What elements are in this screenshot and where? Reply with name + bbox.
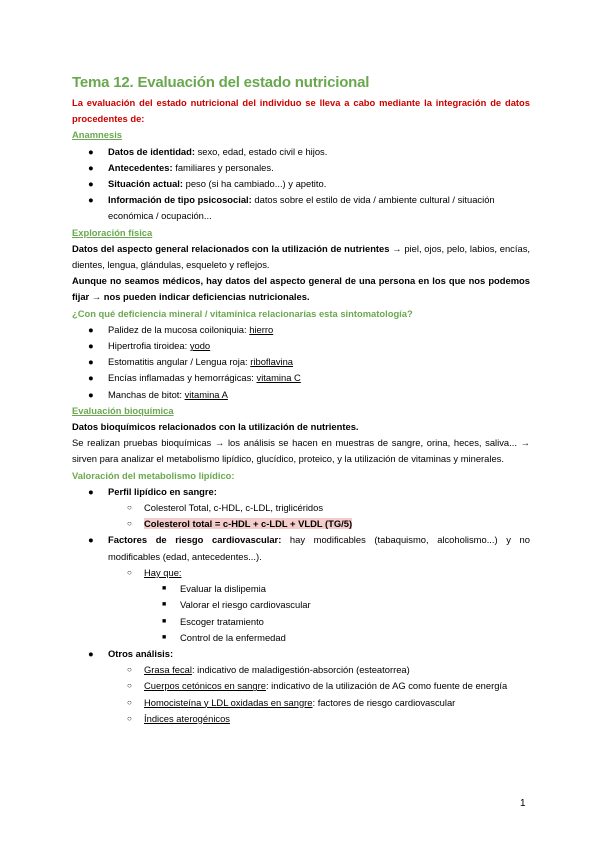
item-label: Perfil lipídico en sangre: (108, 485, 217, 497)
item-label: Situación actual: (108, 178, 184, 190)
exploracion-paragraph-1 (72, 241, 530, 273)
list-item (72, 370, 530, 386)
section-heading-bioquimica: Evaluación bioquímica (72, 404, 174, 416)
list-item (72, 532, 530, 564)
list-item (72, 516, 530, 532)
item-text: datos sobre el estilo de vida / ambiente cultural / situación económica / ocupación... (108, 194, 495, 222)
exploracion-question: ¿Con qué deficiencia mineral / vitamínica relacionarías esta sintomatología? (72, 307, 413, 319)
square-bullet-icon: ■ (162, 633, 167, 641)
list-item (72, 338, 530, 354)
list-item (72, 192, 530, 224)
item-text: Control de la enfermedad (180, 631, 286, 643)
circle-bullet-icon: ○ (127, 681, 132, 691)
bullet-icon: ● (88, 145, 94, 157)
list-item (72, 387, 530, 403)
circle-bullet-icon: ○ (127, 665, 132, 675)
section-heading-exploracion: Exploración física (72, 226, 153, 238)
exploracion-paragraph-2: Aunque no seamos médicos, hay datos del aspecto general de una persona en los que nos podemos fijar → nos pueden indicar deficiencias nutricionales. (72, 275, 530, 303)
item-text: Manchas de bitot: (108, 388, 185, 400)
item-text: Hay que: (144, 566, 182, 578)
item-label: Homocisteína y LDL oxidadas en sangre (144, 696, 313, 708)
list-item (72, 500, 530, 516)
item-text: Palidez de la mucosa coiloniquia: (108, 323, 250, 335)
list-item (72, 695, 530, 711)
item-text: sexo, edad, estado civil e hijos. (194, 145, 328, 157)
circle-bullet-icon: ○ (127, 713, 132, 723)
page-title: Tema 12. Evaluación del estado nutricional (72, 74, 370, 91)
circle-bullet-icon: ○ (127, 519, 132, 529)
circle-bullet-icon: ○ (127, 567, 132, 577)
bullet-icon: ● (88, 388, 94, 400)
list-item (72, 581, 530, 597)
item-text: Hipertrofia tiroidea: (108, 340, 190, 352)
item-answer: yodo (189, 340, 211, 352)
item-answer: riboflavina (250, 356, 294, 368)
bioquimica-paragraph-2: Se realizan pruebas bioquímicas → los análisis se hacen en muestras de sangre, orina, heces, saliva... → sirven para analizar el metabolismo lipídico, glucídico, proteico, y la utilización de vitaminas y minerales. (72, 437, 530, 465)
bioquimica-paragraph-1: Datos bioquímicos relacionados con la utilización de nutrientes. (72, 421, 359, 433)
bullet-icon: ● (88, 356, 94, 368)
item-text: Valorar el riesgo cardiovascular (180, 599, 311, 611)
item-label: Otros análisis: (108, 647, 174, 659)
item-answer: vitamina A (184, 388, 228, 400)
lipid-list (72, 484, 530, 727)
list-item (72, 614, 530, 630)
bullet-icon: ● (88, 485, 94, 497)
page-number: 1 (520, 798, 526, 809)
bold-text: Datos del aspecto general relacionados con la utilización de nutrientes (72, 242, 390, 254)
circle-bullet-icon: ○ (127, 697, 132, 707)
item-text: : factores de riesgo cardiovascular (312, 696, 456, 708)
item-answer: vitamina C (256, 372, 301, 384)
list-item (72, 484, 530, 500)
item-label: Cuerpos cetónicos en sangre (144, 680, 266, 692)
bullet-icon: ● (88, 323, 94, 335)
document-page (72, 74, 530, 727)
item-text: : indicativo de maladigestión-absorción (esteatorrea) (191, 664, 410, 676)
item-text: Colesterol Total, c-HDL, c-LDL, triglicéridos (144, 502, 324, 514)
bullet-icon: ● (88, 178, 94, 190)
item-text: : indicativo de la utilización de AG como fuente de energía (265, 680, 508, 692)
item-text: familiares y personales. (172, 161, 274, 173)
bullet-icon: ● (88, 161, 94, 173)
item-answer: hierro (249, 323, 274, 335)
item-text: Estomatitis angular / Lengua roja: (108, 356, 251, 368)
list-item (72, 711, 530, 727)
bullet-icon: ● (88, 194, 94, 206)
item-text: Escoger tratamiento (180, 615, 264, 627)
list-item (72, 565, 530, 581)
item-text: peso (si ha cambiado...) y apetito. (183, 178, 327, 190)
item-label: Grasa fecal (144, 664, 192, 676)
deficiency-list (72, 322, 530, 403)
list-item (72, 678, 530, 694)
anamnesis-list (72, 144, 530, 225)
section-heading-anamnesis: Anamnesis (72, 129, 123, 141)
circle-bullet-icon: ○ (127, 503, 132, 513)
bullet-icon: ● (88, 372, 94, 384)
list-item (72, 144, 530, 160)
list-item (72, 322, 530, 338)
item-label: Información de tipo psicosocial: (108, 194, 252, 206)
highlighted-formula: Colesterol total = c-HDL + c-LDL + VLDL (TG/5) (144, 518, 353, 530)
item-label: Factores de riesgo cardiovascular: (108, 534, 282, 546)
bullet-icon: ● (88, 647, 94, 659)
item-label: Antecedentes: (108, 161, 173, 173)
bullet-icon: ● (88, 340, 94, 352)
item-text: Evaluar la dislipemia (180, 583, 266, 595)
intro-text: La evaluación del estado nutricional del individuo se lleva a cabo mediante la integración de datos procedentes de: (72, 97, 530, 125)
list-item (72, 354, 530, 370)
square-bullet-icon: ■ (162, 601, 167, 609)
plain-text: → piel, ojos, pelo, labios, encías, dientes, lengua, glándulas, esqueleto y reflejos. (72, 242, 530, 271)
list-item (72, 176, 530, 192)
list-item (72, 160, 530, 176)
item-text: hay modificables (tabaquismo, alcoholismo...) y no modificables (edad, antecedentes...). (108, 534, 530, 562)
bullet-icon: ● (88, 534, 94, 546)
square-bullet-icon: ■ (162, 617, 167, 625)
list-item (72, 597, 530, 613)
item-text: Encías inflamadas y hemorrágicas: (108, 372, 257, 384)
bioquimica-subheading: Valoración del metabolismo lipídico: (72, 469, 235, 481)
item-label: Datos de identidad: (108, 145, 195, 157)
list-item (72, 630, 530, 646)
list-item (72, 646, 530, 662)
item-label: Índices aterogénicos (144, 712, 230, 724)
list-item (72, 662, 530, 678)
square-bullet-icon: ■ (162, 585, 167, 593)
